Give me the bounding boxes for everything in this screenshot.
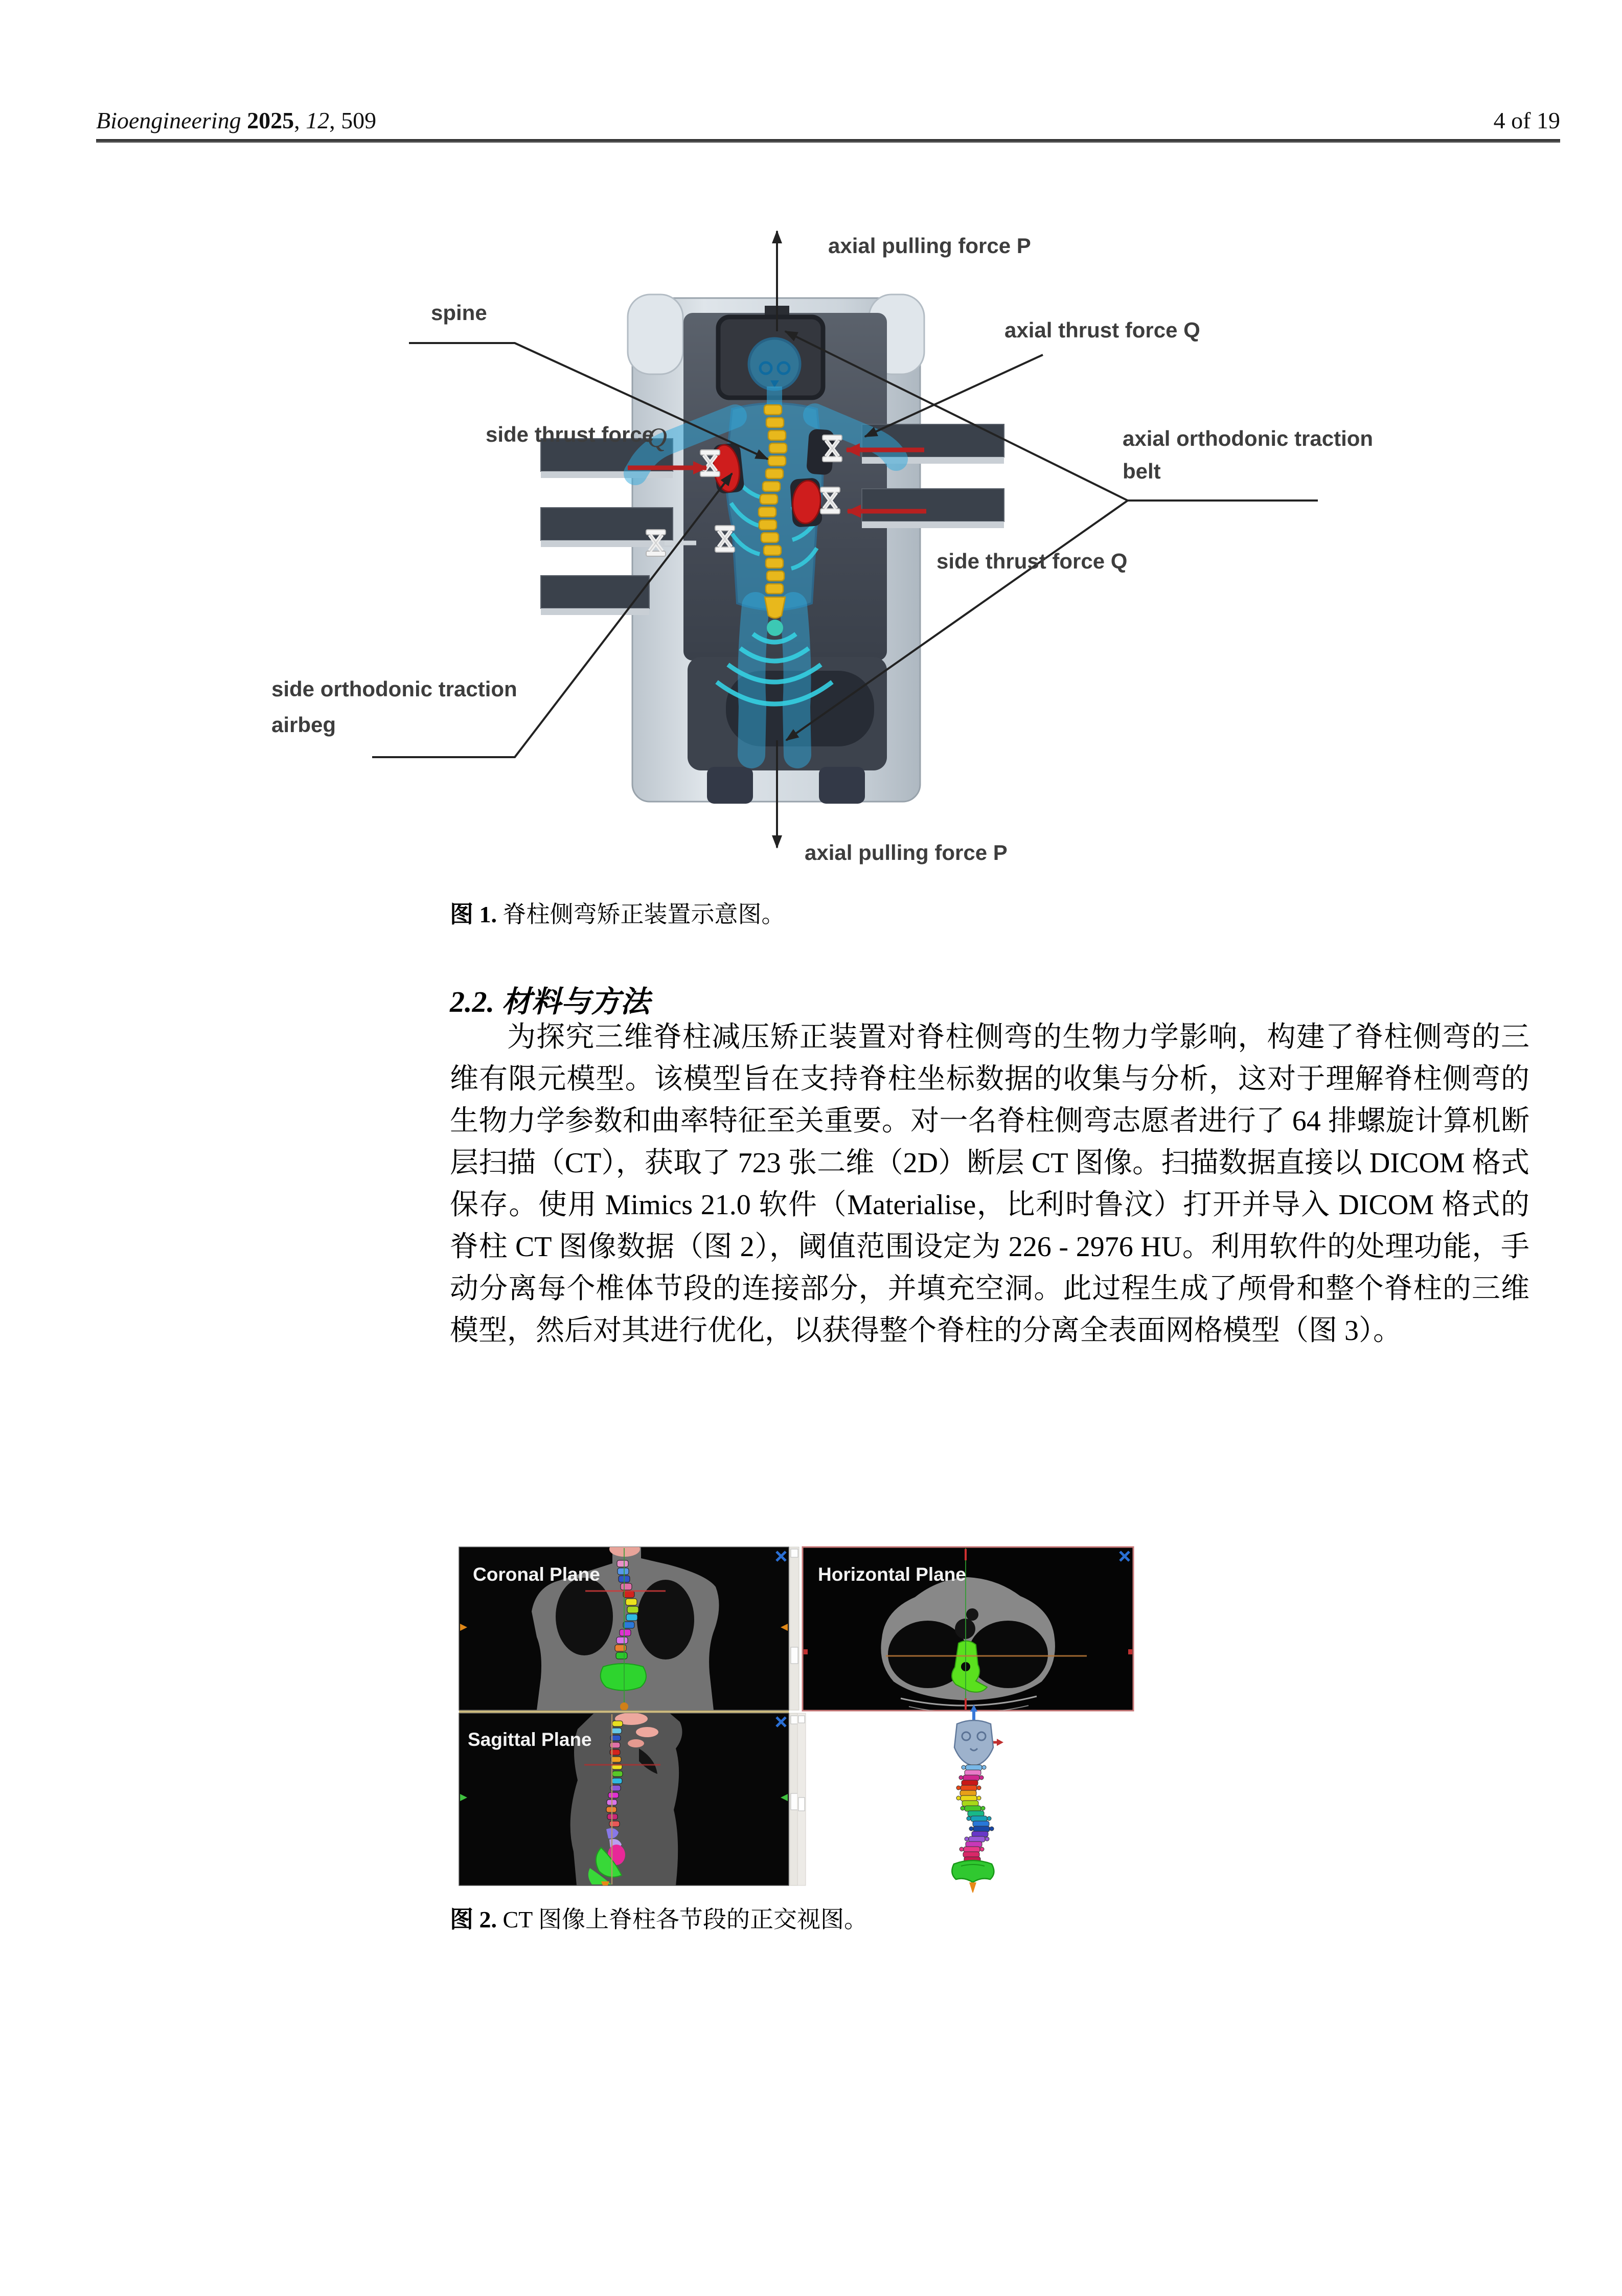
section-heading: 2.2. 材料与方法 bbox=[450, 985, 650, 1018]
fig1-label-side-thrust-left: side thrust force bbox=[486, 422, 654, 446]
figure1-caption: 图 1. 脊柱侧弯矫正装置示意图。 bbox=[450, 901, 785, 927]
journal-volume: 12 bbox=[306, 107, 330, 133]
figure1-device-diagram bbox=[230, 204, 1457, 869]
panel-sagittal bbox=[459, 1713, 789, 1892]
fig1-label-axial-pulling-bottom: axial pulling force P bbox=[805, 840, 1008, 865]
fig1-label-belt-line1: axial orthodonic traction bbox=[1123, 426, 1374, 450]
fig1-label-axial-pulling-top: axial pulling force P bbox=[828, 234, 1031, 258]
body-paragraph: 为探究三维脊柱减压矫正装置对脊柱侧弯的生物力学影响，构建了脊柱侧弯的三维有限元模型。该模型旨在支持脊柱坐标数据的收集与分析，这对于理解脊柱侧弯的生物力学参数和曲率特征至关重要。对一名脊柱侧弯志愿者进行了 64 排螺旋计算机断层扫描（CT），获取了 723 张二维（2D）断层 CT 图像。扫描数据直接以 DICOM 格式保存。使用 Mimics 21.0 软件（Materialise，比利时鲁汶）打开并导入 DICOM 格式的脊柱 CT 图像数据（图 2），阈值范围设定为 226 - 2976 HU。利用软件的处理功能，手动分离每个椎体节段的连接部分，并填充空洞。此过程生成了颅骨和整个脊柱的三维模型，然后对其进行优化，以获得整个脊柱的分离全表面网格模型（图 3）。 bbox=[450, 1021, 1529, 1347]
coronal-pelvis bbox=[601, 1664, 646, 1691]
page-number: 4 of 19 bbox=[1493, 107, 1560, 133]
panel-3d-model bbox=[952, 1704, 1003, 1893]
device-foot-right bbox=[819, 767, 865, 804]
header-rule bbox=[96, 139, 1560, 143]
sacrum bbox=[765, 597, 785, 618]
device-ear-left bbox=[628, 294, 683, 374]
figure2-ct-views bbox=[450, 1540, 1145, 1893]
fig1-label-belt-line2: belt bbox=[1123, 459, 1161, 483]
journal-name: Bioengineering bbox=[96, 107, 241, 133]
fig1-label-side-thrust-left-q: Q bbox=[647, 422, 667, 453]
pelvis-3d bbox=[952, 1860, 994, 1882]
fig1-label-airbag-line2: airbeg bbox=[271, 713, 336, 737]
coccyx-3d bbox=[969, 1882, 976, 1893]
journal-header: Bioengineering 2025, 12, 509 bbox=[96, 107, 377, 133]
journal-article: , 509 bbox=[329, 107, 377, 133]
figure2-caption: 图 2. CT 图像上脊柱各节段的正交视图。 bbox=[450, 1906, 867, 1933]
sagittal-label: Sagittal Plane bbox=[468, 1729, 592, 1750]
coronal-label: Coronal Plane bbox=[473, 1564, 600, 1585]
journal-year: 2025 bbox=[241, 107, 294, 133]
row-divider bbox=[459, 1710, 789, 1713]
panel-horizontal bbox=[803, 1547, 1133, 1713]
fig1-label-side-thrust-bottom: side thrust force Q bbox=[936, 549, 1128, 573]
scrollbar-coronal[interactable] bbox=[790, 1547, 799, 1710]
skull-3d bbox=[954, 1720, 993, 1766]
device-foot-left bbox=[707, 767, 753, 804]
spine-3d-segments bbox=[956, 1765, 994, 1862]
fig1-label-airbag-line1: side orthodonic traction bbox=[271, 677, 517, 701]
fig1-label-axial-thrust: axial thrust force Q bbox=[1004, 318, 1200, 342]
horizontal-label: Horizontal Plane bbox=[818, 1564, 966, 1585]
panel-coronal bbox=[459, 1541, 789, 1711]
coccyx-marker bbox=[767, 620, 783, 636]
fig1-label-spine: spine bbox=[431, 301, 487, 325]
